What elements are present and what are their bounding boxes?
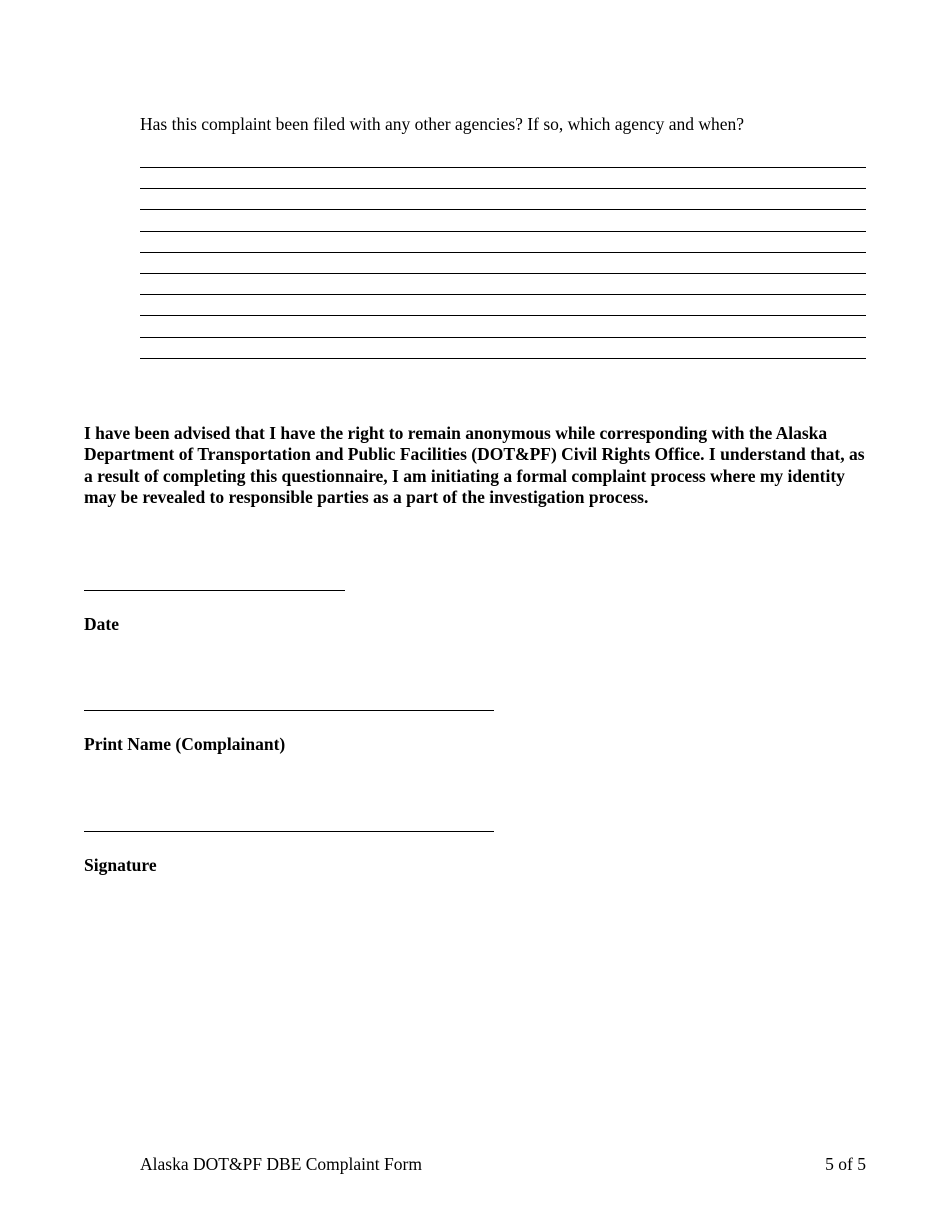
footer-page-number: 5 of 5 [825,1154,866,1174]
date-label: Date [84,614,119,634]
answer-line[interactable] [140,294,866,295]
footer-form-title: Alaska DOT&PF DBE Complaint Form [140,1154,422,1174]
answer-line[interactable] [140,231,866,232]
signature-label: Signature [84,855,157,875]
other-agencies-answer-area[interactable] [140,167,866,379]
answer-line[interactable] [140,252,866,253]
answer-line[interactable] [140,358,866,359]
anonymity-notice: I have been advised that I have the right to remain anonymous while corresponding with the Alaska Department of Transportation and Public Facilities (DOT&PF) Civil Rights Office. I understand that, as a result of completing this questionnaire, I am initiating a formal complaint process where my identity may be revealed to responsible parties as a part of the investigation process. [84,423,865,507]
answer-line[interactable] [140,167,866,168]
answer-line[interactable] [140,188,866,189]
answer-line[interactable] [140,273,866,274]
print-name-field-line[interactable] [84,710,494,711]
date-field-line[interactable] [84,590,345,591]
other-agencies-question: Has this complaint been filed with any other agencies? If so, which agency and when? [140,114,745,134]
print-name-label: Print Name (Complainant) [84,734,286,754]
signature-field-line[interactable] [84,831,494,832]
answer-line[interactable] [140,315,866,316]
answer-line[interactable] [140,337,866,338]
answer-line[interactable] [140,209,866,210]
